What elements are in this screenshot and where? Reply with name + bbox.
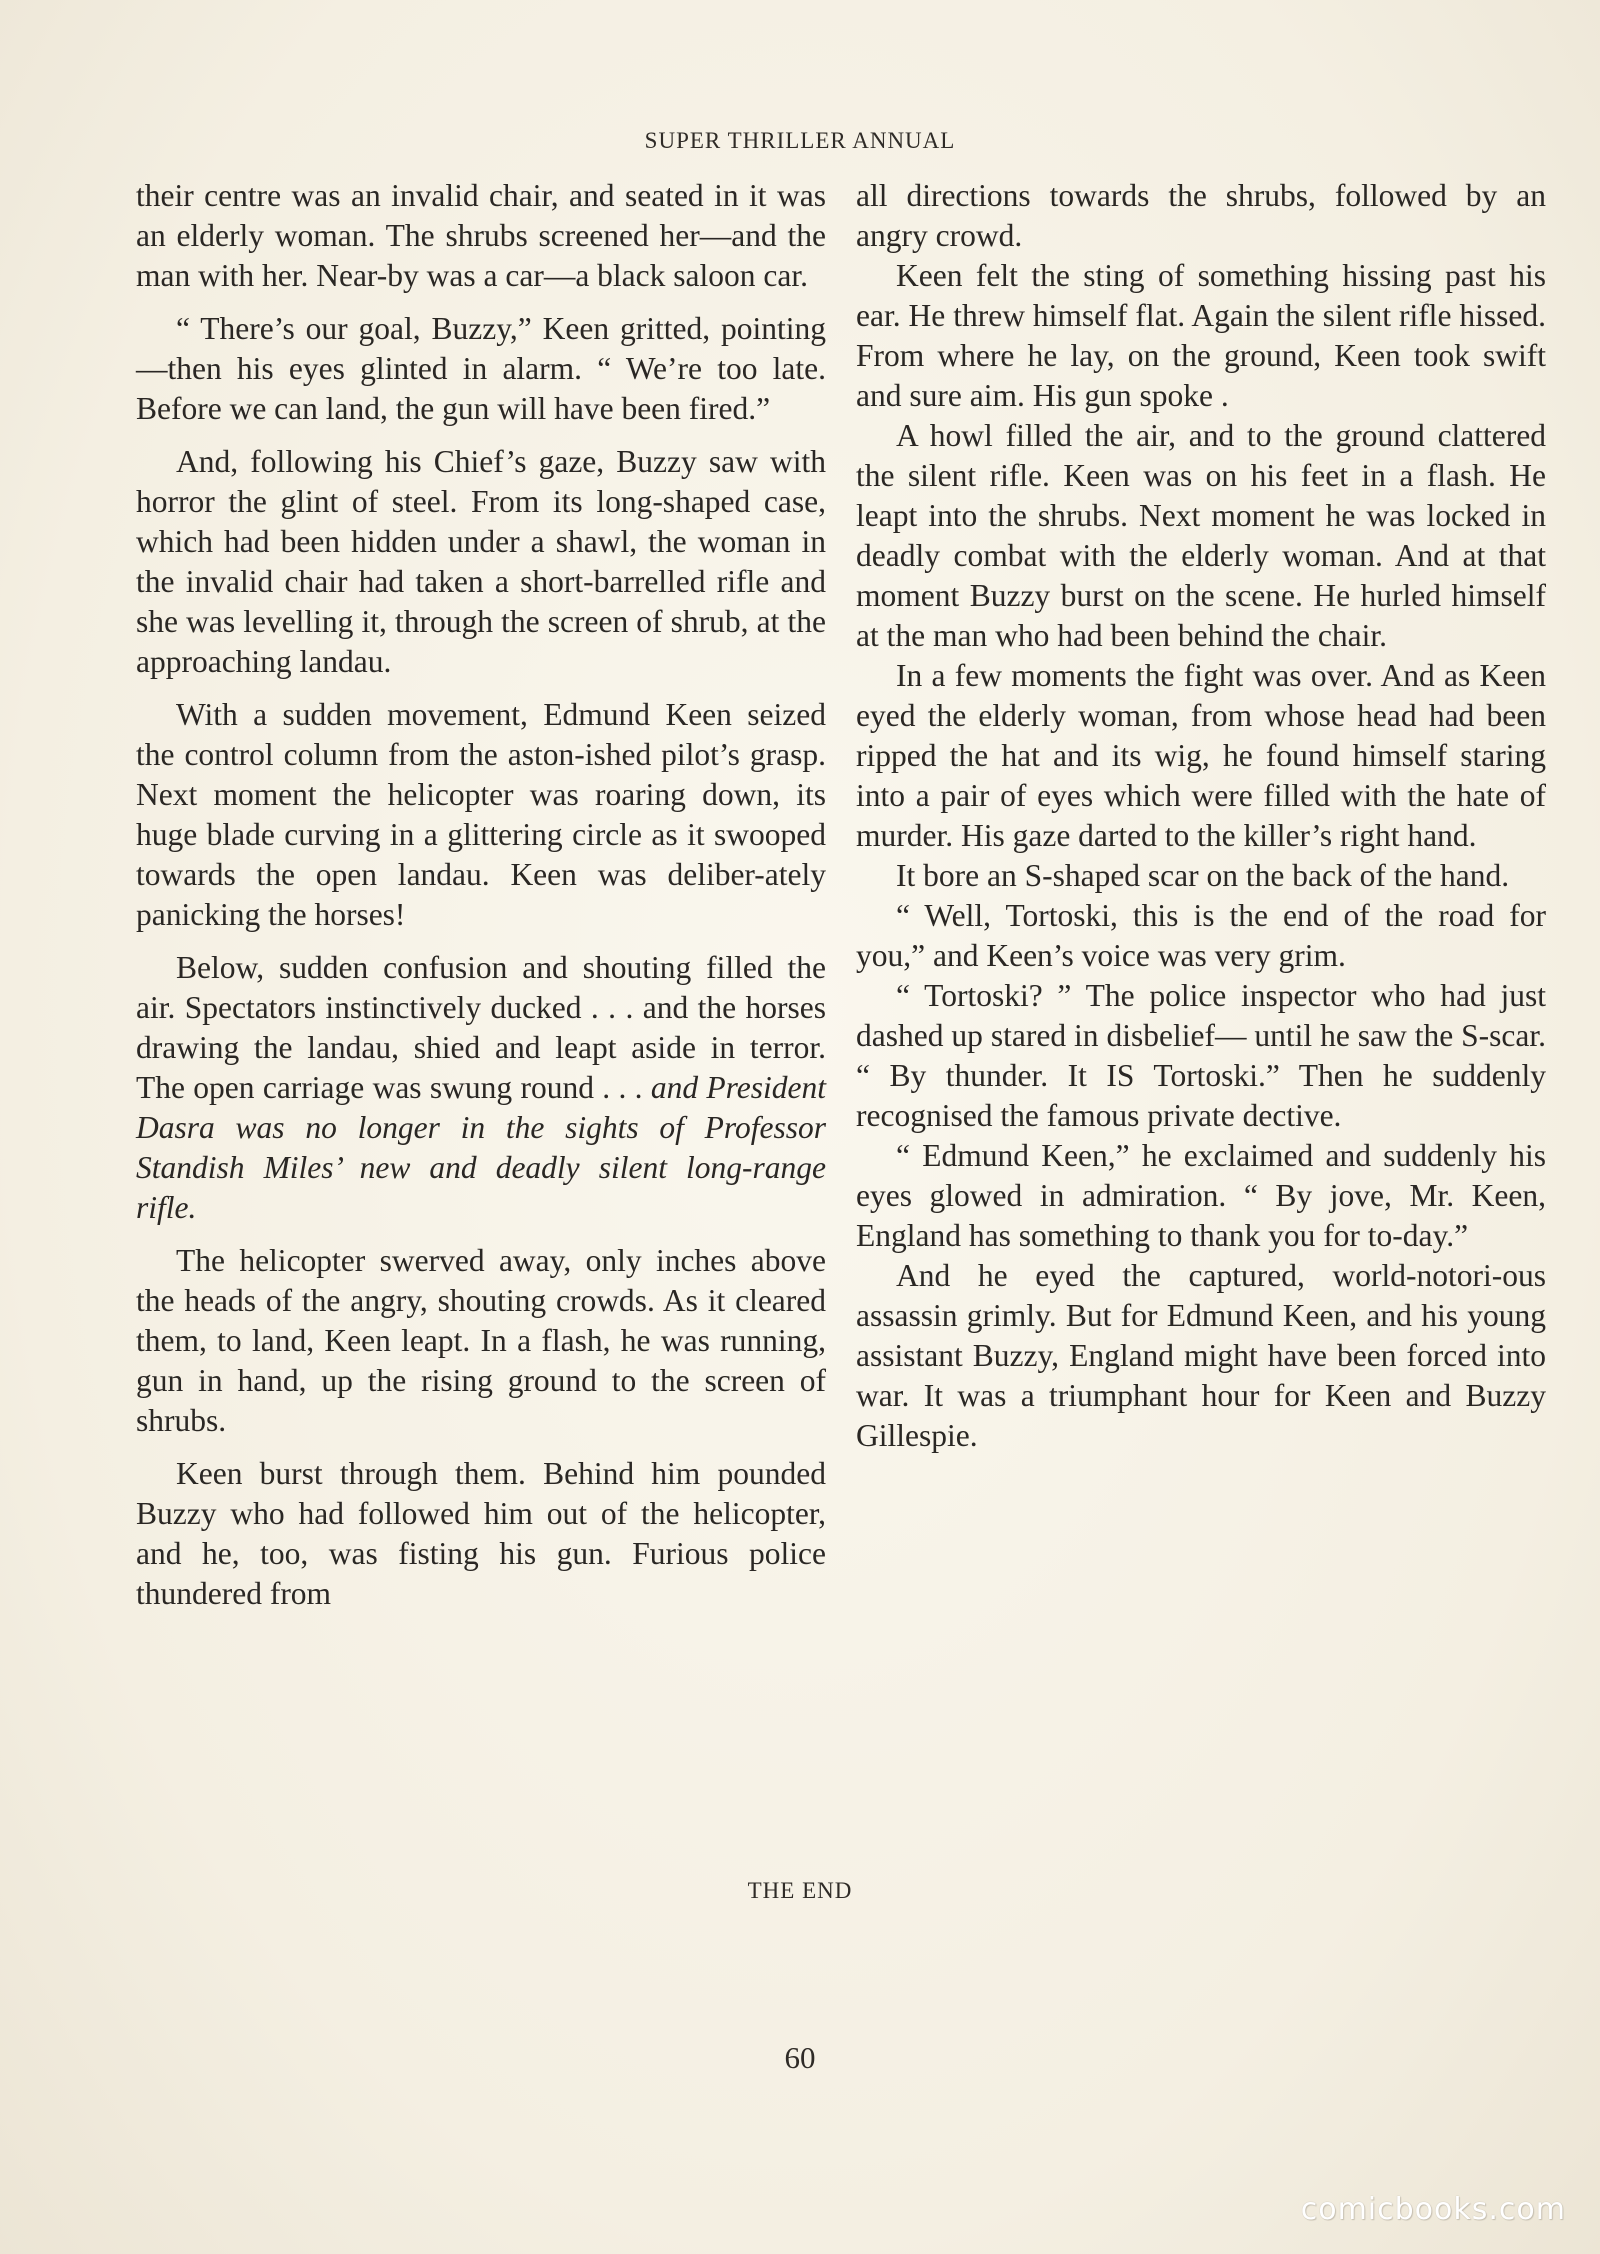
paragraph: “ Tortoski? ” The police inspector who had just dashed up stared in disbelief— until he saw the S-scar. “ By thunder. It IS Tortoski.” Then he suddenly recognised the famous private dective. (856, 978, 1546, 1133)
right-column (856, 176, 1546, 1456)
paragraph: The helicopter swerved away, only inches above the heads of the angry, shouting crowds. As it cleared them, to land, Keen leapt. In a flash, he was running, gun in hand, up the rising ground to the screen of shrubs. (136, 1243, 826, 1438)
paragraph: And he eyed the captured, world-notori-ous assassin grimly. But for Edmund Keen, and his young assistant Buzzy, England might have been forced into war. It was a triumphant hour for Keen and Buzzy Gillespie. (856, 1258, 1546, 1453)
italic-text: and President Dasra was no longer in the sights of Professor Standish Miles’ new and deadly silent long-range rifle. (136, 1070, 826, 1225)
paragraph-text: Below, sudden confusion and shouting filled the air. Spectators instinctively ducked . . . and the horses drawing the landau, shied and leapt aside in terror. The open carriage was swung round . . . (136, 950, 826, 1105)
running-head: SUPER THRILLER ANNUAL (644, 128, 956, 153)
paragraph: A howl filled the air, and to the ground clattered the silent rifle. Keen was on his feet in a flash. He leapt into the shrubs. Next moment he was locked in deadly combat with the elderly woman. And at that moment Buzzy burst on the scene. He hurled himself at the man who had been behind the chair. (856, 418, 1546, 653)
paragraph (136, 948, 826, 1228)
left-column (136, 176, 826, 1627)
paragraph: “ There’s our goal, Buzzy,” Keen gritted, pointing—then his eyes glinted in alarm. “ We’re too late. Before we can land, the gun will have been fired.” (136, 311, 826, 426)
paragraph: all directions towards the shrubs, followed by an angry crowd. (856, 178, 1546, 253)
paragraph: And, following his Chief’s gaze, Buzzy saw with horror the glint of steel. From its long-shaped case, which had been hidden under a shawl, the woman in the invalid chair had taken a short-barrelled rifle and she was levelling it, through the screen of shrub, at the approaching landau. (136, 444, 826, 679)
paragraph: It bore an S-shaped scar on the back of the hand. (896, 858, 1510, 893)
paragraph: Keen burst through them. Behind him pounded Buzzy who had followed him out of the helicopter, and he, too, was fisting his gun. Furious police thundered from (136, 1456, 826, 1611)
paragraph: With a sudden movement, Edmund Keen seized the control column from the aston-ished pilot’s grasp. Next moment the helicopter was roaring down, its huge blade curving in a glittering circle as it swooped towards the open landau. Keen was deliber-ately panicking the horses! (136, 697, 826, 932)
paragraph: “ Edmund Keen,” he exclaimed and suddenly his eyes glowed in admiration. “ By jove, Mr. Keen, England has something to thank you for to-day.” (856, 1138, 1546, 1253)
page-number: 60 (784, 2040, 816, 2075)
paragraph: Keen felt the sting of something hissing past his ear. He threw himself flat. Again the silent rifle hissed. From where he lay, on the ground, Keen took swift and sure aim. His gun spoke . (856, 258, 1546, 413)
text-columns (136, 176, 1548, 1886)
paragraph: In a few moments the fight was over. And as Keen eyed the elderly woman, from whose head had been ripped the hat and its wig, he found himself staring into a pair of eyes which were filled with the hate of murder. His gaze darted to the killer’s right hand. (856, 658, 1546, 853)
the-end-label: THE END (747, 1878, 853, 1903)
watermark: comicbooks.com (1300, 2192, 1566, 2227)
paragraph: “ Well, Tortoski, this is the end of the road for you,” and Keen’s voice was very grim. (856, 898, 1546, 973)
paragraph: their centre was an invalid chair, and seated in it was an elderly woman. The shrubs screened her—and the man with her. Near-by was a car—a black saloon car. (136, 178, 826, 293)
